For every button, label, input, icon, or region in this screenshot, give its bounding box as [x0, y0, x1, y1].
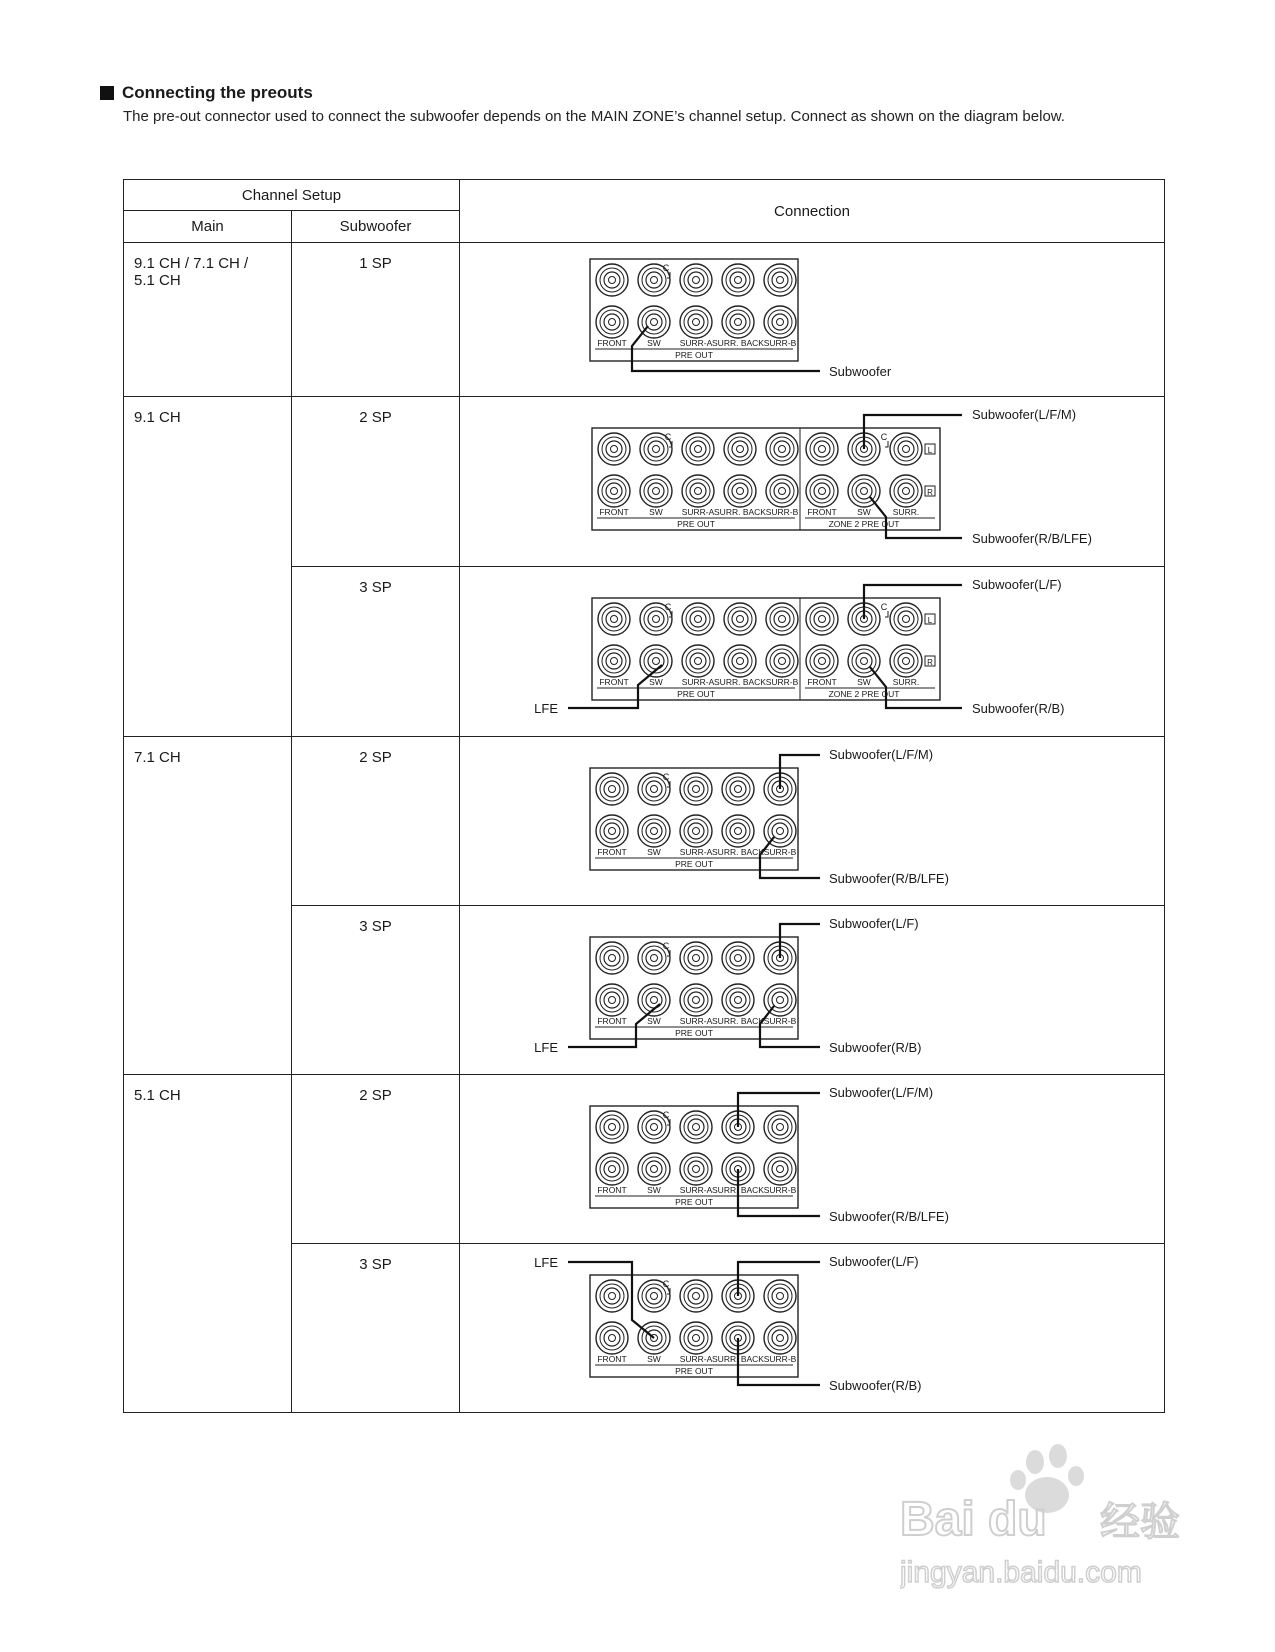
jack-label: SURR-A [681, 507, 715, 517]
rca-jack-pin [693, 1293, 700, 1300]
preout-panel [592, 598, 940, 700]
center-mark: C [880, 432, 888, 442]
callout-label: Subwoofer(R/B) [829, 1378, 922, 1393]
watermark-url: jingyan.baidu.com [900, 1556, 1142, 1589]
rca-jack-pin [779, 488, 786, 495]
rca-jack-pin [819, 658, 826, 665]
jack-label: SURR. BACK [714, 677, 766, 687]
rca-jack-pin [861, 488, 868, 495]
rca-jack-pin [777, 319, 784, 326]
rca-jack-pin [609, 1166, 616, 1173]
center-mark: C [662, 941, 670, 951]
header-subwoofer: Subwoofer [292, 211, 460, 243]
jack-label: SW [647, 847, 661, 857]
rca-jack-pin [777, 277, 784, 284]
jack-label: FRONT [807, 677, 837, 687]
watermark-cn: 经验 [1100, 1499, 1180, 1545]
jack-label: SURR-A [679, 847, 713, 857]
rca-jack-pin [903, 446, 910, 453]
callout-label: Subwoofer(R/B) [829, 1040, 922, 1055]
callout-label: Subwoofer(R/B/LFE) [972, 531, 1092, 546]
cell-connection [460, 906, 1165, 1075]
jack-label: FRONT [597, 1354, 627, 1364]
cell-main: 9.1 CH / 7.1 CH / 5.1 CH [124, 243, 292, 397]
rca-jack-pin [819, 488, 826, 495]
callout-label: Subwoofer(L/F) [829, 1254, 919, 1269]
rca-jack-pin [611, 658, 618, 665]
callout-label: LFE [534, 1040, 558, 1055]
pre-out-label: PRE OUT [677, 519, 715, 529]
callout-label: Subwoofer [829, 364, 892, 379]
jack-label: SURR. [892, 507, 920, 517]
cell-connection [460, 397, 1165, 567]
header-connection: Connection [460, 180, 1165, 243]
rca-jack-pin [609, 997, 616, 1004]
cell-main: 9.1 CH [124, 397, 292, 737]
rca-jack-pin [777, 1166, 784, 1173]
preout-panel [590, 1106, 798, 1208]
rca-jack-pin [737, 446, 744, 453]
preout-panel [590, 768, 798, 870]
jack-label: SW [857, 677, 871, 687]
cell-subwoofer: 3 SP [292, 906, 460, 1075]
rca-jack-pin [611, 488, 618, 495]
jack-label: SURR-B [765, 677, 799, 687]
jack-label: SW [649, 507, 663, 517]
channel-setup-table [123, 179, 1165, 1413]
connection-diagram [460, 1075, 1120, 1244]
rca-jack-pin [693, 786, 700, 793]
jack-label: SW [647, 1354, 661, 1364]
connection-diagram [460, 397, 1120, 567]
jack-label: SURR. BACK [712, 1185, 764, 1195]
section-title: Connecting the preouts [122, 83, 313, 102]
center-mark: C [880, 602, 888, 612]
rca-jack-pin [693, 1166, 700, 1173]
callout-label: LFE [534, 1255, 558, 1270]
rca-jack-pin [651, 997, 658, 1004]
jack-label: SURR-B [763, 1185, 797, 1195]
jack-label: SURR-B [763, 338, 797, 348]
rca-jack-pin [777, 1124, 784, 1131]
jack-label: SURR-A [679, 1185, 713, 1195]
rca-jack-pin [651, 786, 658, 793]
cell-connection [460, 243, 1165, 397]
rca-jack-pin [735, 997, 742, 1004]
table-row [124, 397, 1165, 567]
rca-jack-pin [609, 319, 616, 326]
rca-jack-pin [611, 446, 618, 453]
cell-connection [460, 737, 1165, 906]
rca-jack-pin [609, 1124, 616, 1131]
pre-out-label: PRE OUT [675, 1366, 713, 1376]
jack-label: SURR. BACK [712, 1016, 764, 1026]
jack-label: SURR. BACK [712, 847, 764, 857]
callout-label: Subwoofer(R/B) [972, 701, 1065, 716]
callout-label: LFE [534, 701, 558, 716]
rca-jack-pin [693, 955, 700, 962]
pre-out-label: PRE OUT [675, 1197, 713, 1207]
connection-diagram [460, 567, 1120, 737]
rca-jack-pin [737, 616, 744, 623]
rca-jack-pin [653, 658, 660, 665]
jack-label: SURR. BACK [712, 338, 764, 348]
rca-jack-pin [651, 277, 658, 284]
jack-label: SURR. BACK [712, 1354, 764, 1364]
rca-jack-pin [819, 616, 826, 623]
rca-jack-pin [903, 488, 910, 495]
rca-jack-pin [653, 446, 660, 453]
rca-jack-pin [651, 1293, 658, 1300]
rca-jack-pin [819, 446, 826, 453]
jack-label: SURR-A [679, 338, 713, 348]
center-mark: C [662, 1279, 670, 1289]
rca-jack-pin [693, 1124, 700, 1131]
connection-diagram [460, 906, 1120, 1075]
rca-jack-pin [777, 997, 784, 1004]
rca-jack-pin [779, 658, 786, 665]
rca-jack-pin [903, 658, 910, 665]
preout-panel [592, 428, 940, 530]
rca-jack-pin [653, 616, 660, 623]
callout-label: Subwoofer(L/F/M) [829, 1085, 934, 1100]
pre-out-label: PRE OUT [675, 350, 713, 360]
l-mark: L [927, 446, 933, 455]
rca-jack-pin [737, 658, 744, 665]
rca-jack-pin [609, 786, 616, 793]
jack-label: SURR-A [679, 1354, 713, 1364]
jack-label: SURR. [892, 677, 920, 687]
bullet-square-icon [100, 86, 114, 100]
jack-label: SURR-B [763, 1016, 797, 1026]
cell-subwoofer: 2 SP [292, 1075, 460, 1244]
preout-panel [590, 259, 798, 361]
callout-label: Subwoofer(L/F) [829, 916, 919, 931]
rca-jack-pin [609, 1293, 616, 1300]
pre-out-label: PRE OUT [675, 859, 713, 869]
center-mark: C [664, 432, 672, 442]
cell-connection [460, 1244, 1165, 1413]
jack-label: SURR-B [763, 1354, 797, 1364]
preout-panel [590, 937, 798, 1039]
jack-label: FRONT [597, 1016, 627, 1026]
rca-jack-pin [609, 955, 616, 962]
jack-label: SURR-A [679, 1016, 713, 1026]
jack-label: FRONT [597, 1185, 627, 1195]
r-mark: R [927, 658, 933, 667]
rca-jack-pin [777, 828, 784, 835]
jack-label: SW [647, 1016, 661, 1026]
jack-label: SW [649, 677, 663, 687]
baidu-watermark [900, 1440, 1200, 1600]
rca-jack-pin [693, 828, 700, 835]
rca-jack-pin [735, 955, 742, 962]
l-mark: L [927, 616, 933, 625]
cell-main: 7.1 CH [124, 737, 292, 1075]
rca-jack-pin [903, 616, 910, 623]
connection-diagram [460, 737, 1120, 906]
pre-out-label: PRE OUT [677, 689, 715, 699]
cell-subwoofer: 3 SP [292, 567, 460, 737]
jack-label: FRONT [599, 507, 629, 517]
table-row [124, 1075, 1165, 1244]
callout-label: Subwoofer(R/B/LFE) [829, 1209, 949, 1224]
rca-jack-pin [653, 488, 660, 495]
jack-label: SURR. BACK [714, 507, 766, 517]
rca-jack-pin [609, 828, 616, 835]
cell-subwoofer: 2 SP [292, 737, 460, 906]
rca-jack-pin [695, 446, 702, 453]
table-row [124, 243, 1165, 397]
rca-jack-pin [651, 1166, 658, 1173]
pre-out-label: PRE OUT [675, 1028, 713, 1038]
cell-connection [460, 567, 1165, 737]
jack-label: SURR-A [681, 677, 715, 687]
callout-label: Subwoofer(R/B/LFE) [829, 871, 949, 886]
rca-jack-pin [695, 616, 702, 623]
section-intro: The pre-out connector used to connect the subwoofer depends on the MAIN ZONE’s channel setup. Connect as shown on the diagram below. [123, 108, 1065, 125]
jack-label: SW [647, 338, 661, 348]
jack-label: SW [647, 1185, 661, 1195]
rca-jack-pin [695, 658, 702, 665]
rca-jack-pin [651, 1124, 658, 1131]
callout-label: Subwoofer(L/F/M) [829, 747, 934, 762]
callout-label: Subwoofer(L/F) [972, 577, 1062, 592]
jack-label: FRONT [597, 847, 627, 857]
rca-jack-pin [861, 658, 868, 665]
connection-diagram [460, 1244, 1120, 1413]
center-mark: C [662, 1110, 670, 1120]
cell-subwoofer: 1 SP [292, 243, 460, 397]
rca-jack-pin [777, 1335, 784, 1342]
rca-jack-pin [735, 786, 742, 793]
header-channel-setup: Channel Setup [124, 180, 460, 211]
zone2-pre-out-label: ZONE 2 PRE OUT [828, 519, 900, 529]
connection-diagram [460, 243, 1120, 397]
rca-jack-pin [735, 319, 742, 326]
jack-label: FRONT [599, 677, 629, 687]
rca-jack-pin [737, 488, 744, 495]
center-mark: C [662, 263, 670, 273]
rca-jack-pin [651, 955, 658, 962]
rca-jack-pin [651, 319, 658, 326]
cell-subwoofer: 2 SP [292, 397, 460, 567]
rca-jack-pin [693, 997, 700, 1004]
section-heading [100, 83, 313, 103]
watermark-brand: Bai du [900, 1493, 1047, 1546]
callout-label: Subwoofer(L/F/M) [972, 407, 1077, 422]
rca-jack-pin [777, 1293, 784, 1300]
rca-jack-pin [779, 616, 786, 623]
center-mark: C [662, 772, 670, 782]
zone2-pre-out-label: ZONE 2 PRE OUT [828, 689, 900, 699]
cell-main: 5.1 CH [124, 1075, 292, 1413]
rca-jack-pin [651, 828, 658, 835]
jack-label: SURR-B [763, 847, 797, 857]
cell-subwoofer: 3 SP [292, 1244, 460, 1413]
rca-jack-pin [779, 446, 786, 453]
rca-jack-pin [609, 1335, 616, 1342]
r-mark: R [927, 488, 933, 497]
rca-jack-pin [735, 277, 742, 284]
center-mark: C [664, 602, 672, 612]
rca-jack-pin [611, 616, 618, 623]
rca-jack-pin [609, 277, 616, 284]
cell-connection [460, 1075, 1165, 1244]
jack-label: SURR-B [765, 507, 799, 517]
jack-label: FRONT [597, 338, 627, 348]
rca-jack-pin [693, 277, 700, 284]
table-row [124, 737, 1165, 906]
header-main: Main [124, 211, 292, 243]
rca-jack-pin [693, 319, 700, 326]
rca-jack-pin [693, 1335, 700, 1342]
jack-label: FRONT [807, 507, 837, 517]
preout-panel [590, 1275, 798, 1377]
rca-jack-pin [735, 828, 742, 835]
jack-label: SW [857, 507, 871, 517]
rca-jack-pin [695, 488, 702, 495]
